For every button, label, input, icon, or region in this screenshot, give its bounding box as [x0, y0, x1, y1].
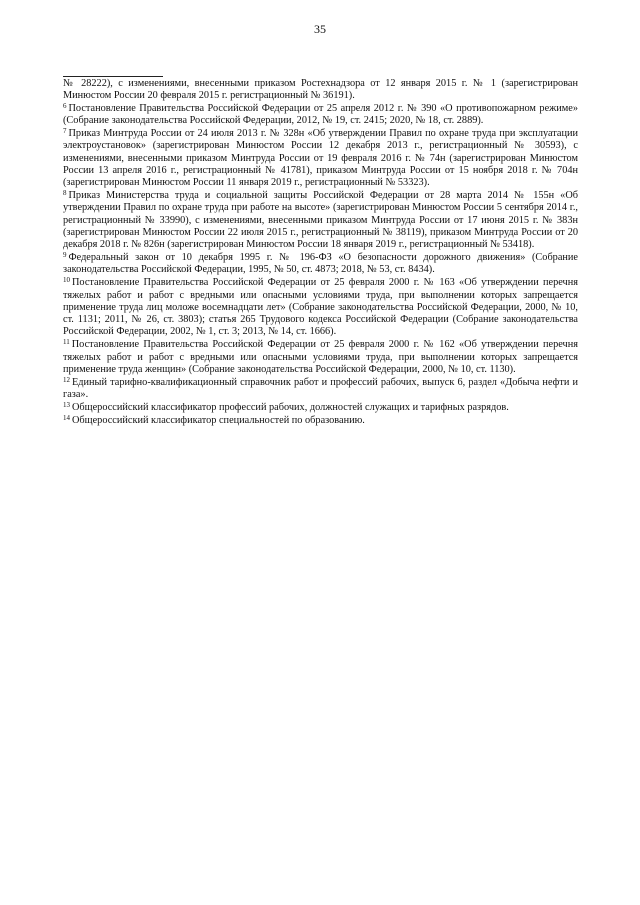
footnotes-list: [63, 78, 578, 427]
footnote: [63, 252, 578, 277]
footnote: [63, 415, 578, 427]
footnote-text: Приказ Минтруда России от 24 июля 2013 г. № 328н «Об утверждении Правил по охране труда при эксплуатации электроустановок» (зарегистрирован Минюстом России 12 декабря 2013 г., регистрационный № 30593), с изменениями, внесенными приказом Минтруда России от 19 февраля 2016 г. № 74н (зарегистрирован Минюстом России 13 апреля 2016 г., регистрационный № 41781), приказом Минтруда России от 15 ноября 2018 г. № 704н (зарегистрирован Минюстом России 11 января 2019 г., регистрационный № 53323).: [63, 128, 578, 189]
footnote-text: Общероссийский классификатор профессий рабочих, должностей служащих и тарифных разрядов.: [72, 401, 509, 413]
footnote: [63, 339, 578, 376]
footnote-mark: 13: [63, 400, 70, 409]
footnote-text: Постановление Правительства Российской Федерации от 25 февраля 2000 г. № 163 «Об утверждении перечня тяжелых работ и работ с вредными или опасными условиями труда, при выполнении которых запрещается применение труда лиц моложе восемнадцати лет» (Собрание законодательства Российской Федерации, 2000, № 10, ст. 1131; 2011, № 26, ст. 3803); статья 265 Трудового кодекса Российской Федерации (Собрание законодательства Российской Федерации, 2002, № 1, ст. 3; 2013, № 14, ст. 1666).: [63, 277, 578, 338]
footnote-text: № 28222), с изменениями, внесенными приказом Ростехнадзора от 12 января 2015 г. № 1 (зарегистрирован Минюстом России 20 февраля 2015 г. регистрационный № 36191).: [63, 78, 578, 102]
footnote-mark: 7: [63, 127, 67, 136]
footnote-mark: 14: [63, 413, 70, 422]
page-number: 35: [314, 22, 326, 36]
footnote-mark: 9: [63, 251, 67, 260]
footnote-text: Федеральный закон от 10 декабря 1995 г. № 196-ФЗ «О безопасности дорожного движения» (Собрание законодательства Российской Федерации, 1995, № 50, ст. 4873; 2018, № 53, ст. 8434).: [63, 252, 578, 276]
footnote-mark: 11: [63, 338, 70, 347]
footnote: [63, 128, 578, 189]
footnote-mark: 12: [63, 375, 70, 384]
footnote-text: Постановление Правительства Российской Федерации от 25 апреля 2012 г. № 390 «О противопожарном режиме» (Собрание законодательства Российской Федерации, 2012, № 19, ст. 2415; 2020, № 18, ст. 2889).: [63, 103, 578, 127]
footnote-mark: 10: [63, 276, 70, 285]
footnote: [63, 402, 578, 414]
footnote-mark: 6: [63, 102, 67, 111]
footnote-text: Приказ Министерства труда и социальной защиты Российской Федерации от 28 марта 2014 № 155н «Об утверждении Правил по охране труда при работе на высоте» (зарегистрирован Минюстом России 5 сентября 2014 г., регистрационный № 33990), с изменениями, внесенными приказом Минтруда России от 17 июня 2015 г. № 383н (зарегистрирован Минюстом России 22 июля 2015 г., регистрационный № 38119), приказом Минтруда России от 20 декабря 2018 г. № 826н (зарегистрирован Минюстом России 18 января 2019 г., регистрационный № 53418).: [63, 190, 578, 251]
footnote: [63, 190, 578, 251]
footnote: [63, 377, 578, 402]
footnote: [63, 78, 578, 103]
footnote-text: Единый тарифно-квалификационный справочник работ и профессий рабочих, выпуск 6, раздел «Добыча нефти и газа».: [63, 376, 578, 400]
footnote-mark: 8: [63, 189, 67, 198]
footnote-text: Постановление Правительства Российской Федерации от 25 февраля 2000 г. № 162 «Об утверждении перечня тяжелых работ и работ с вредными или опасными условиями труда, при выполнении которых запрещается применение труда женщин» (Собрание законодательства Российской Федерации, 2000, № 10, ст. 1130).: [63, 339, 578, 375]
footnote-separator: [63, 76, 163, 77]
footnote: [63, 277, 578, 338]
footnote: [63, 103, 578, 128]
footnote-text: Общероссийский классификатор специальностей по образованию.: [72, 414, 365, 426]
